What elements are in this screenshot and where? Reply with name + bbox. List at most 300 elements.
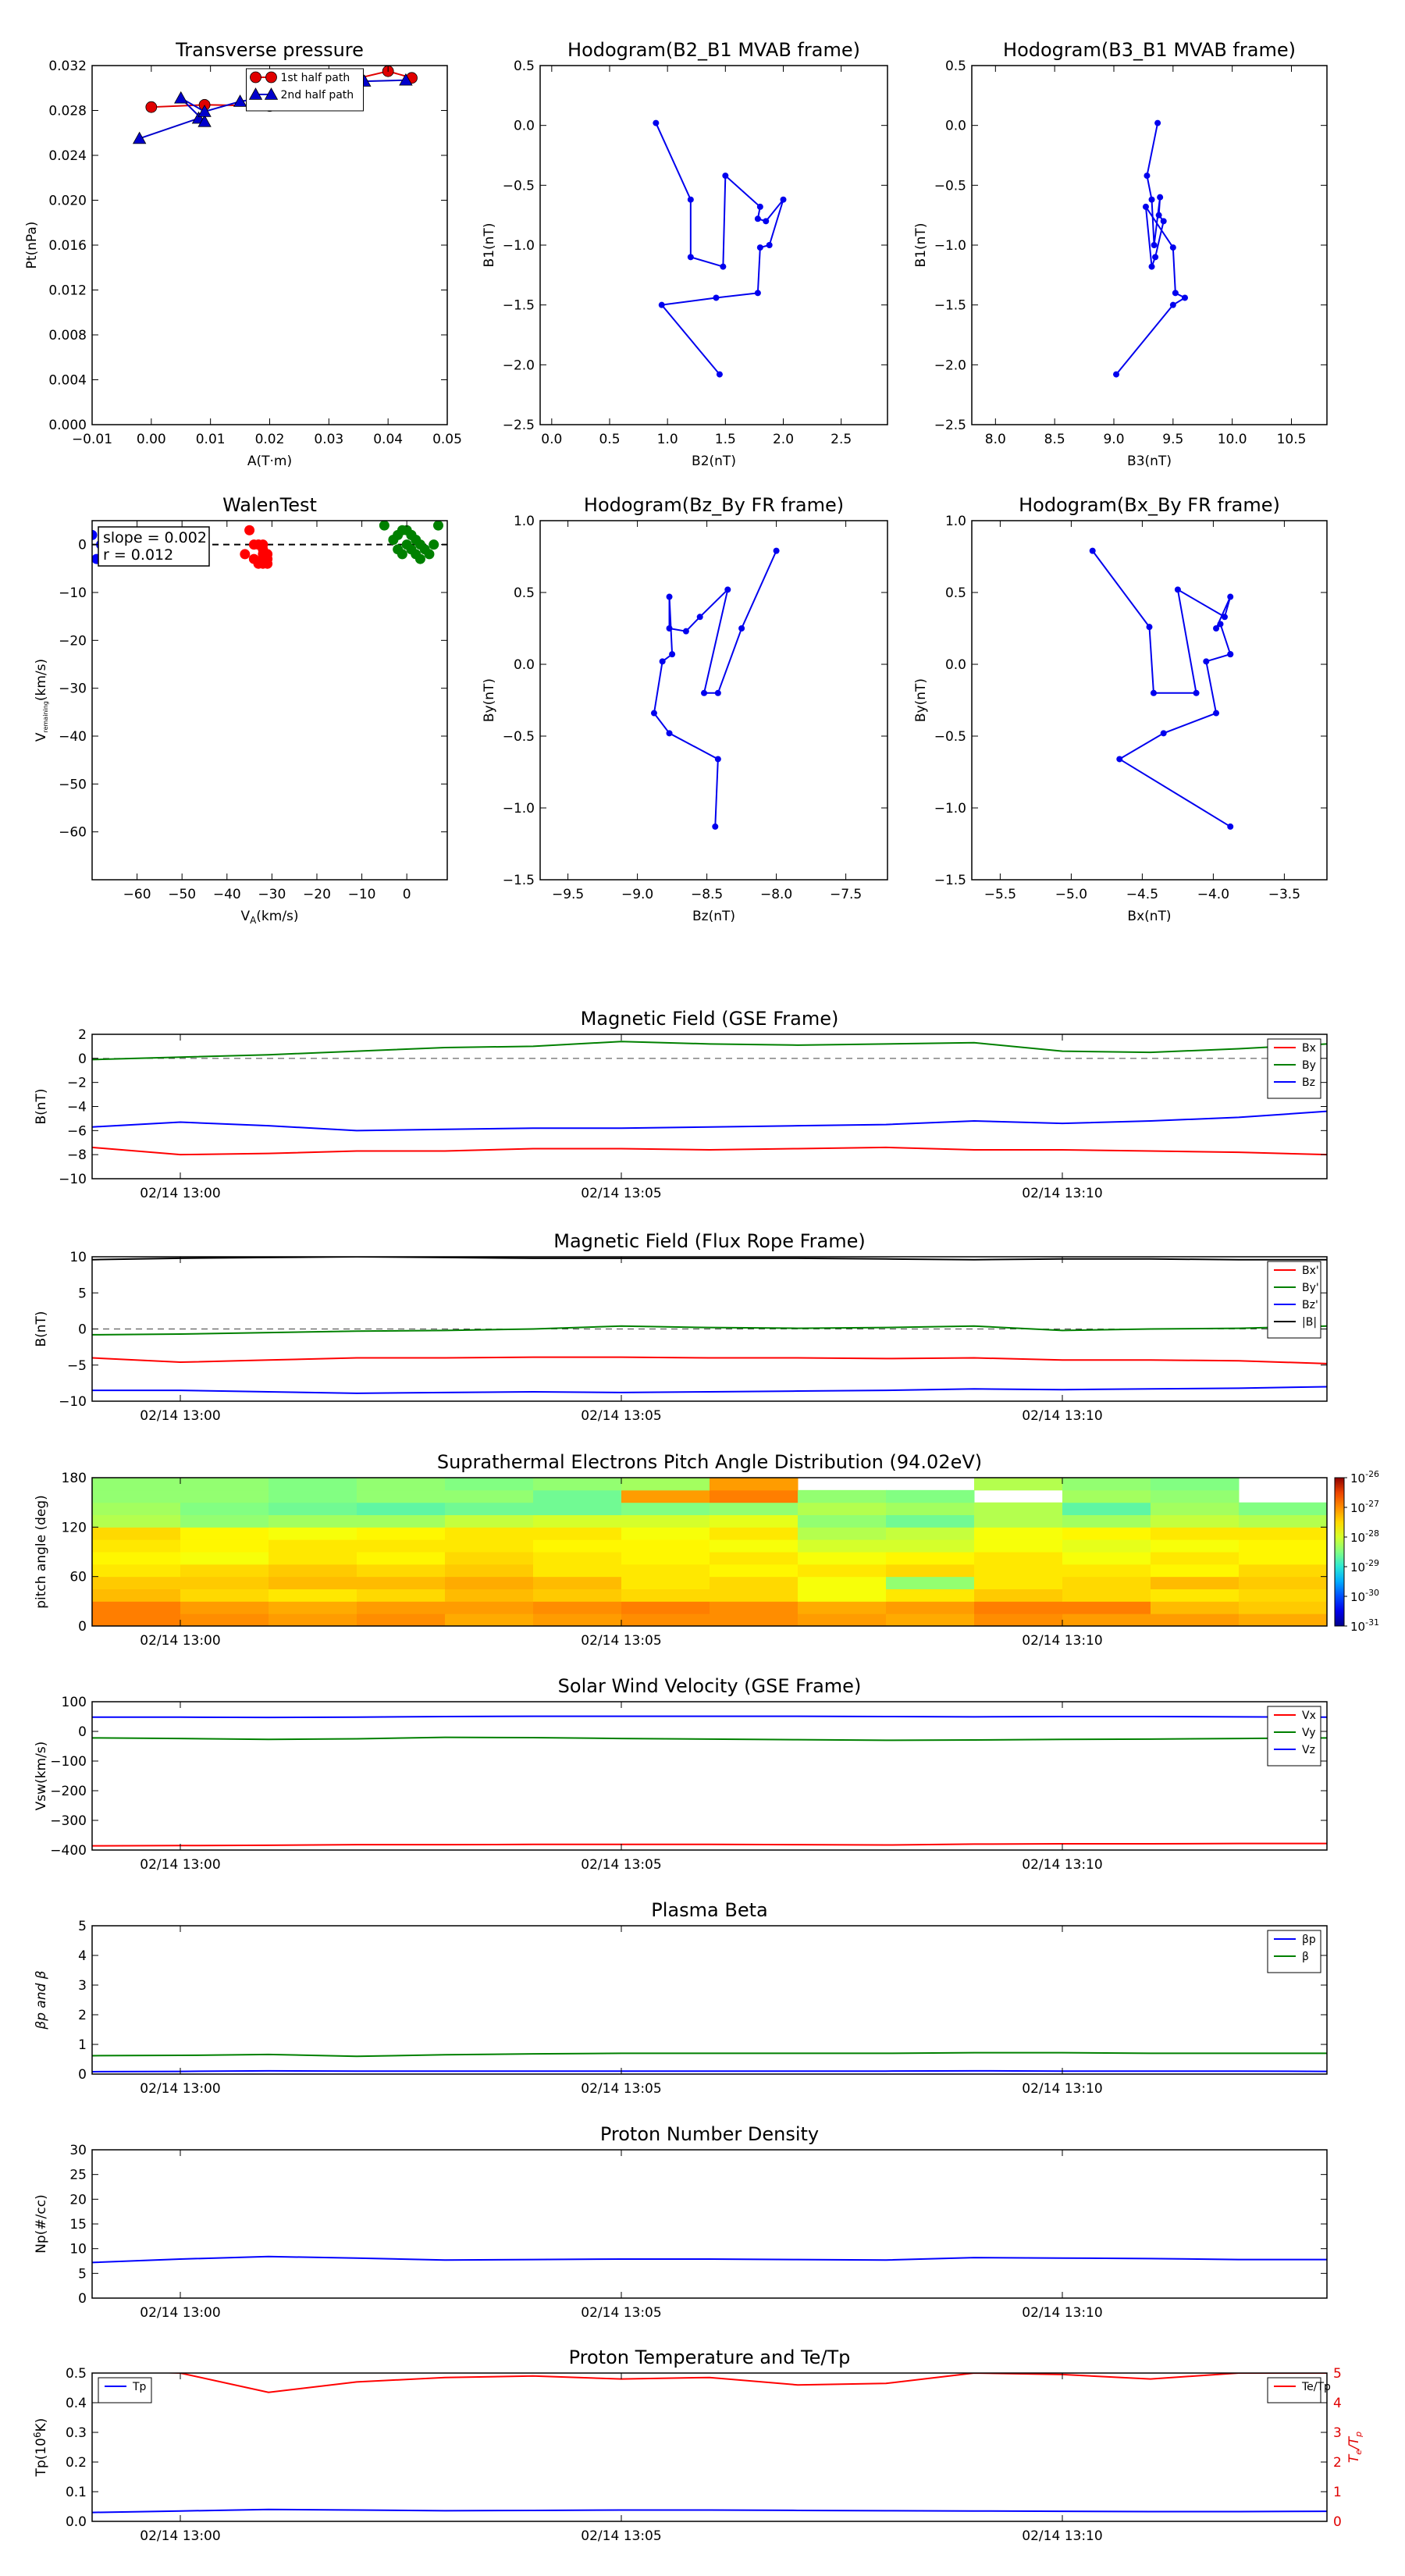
heatmap-cell bbox=[92, 1478, 181, 1490]
y-tick-label: −2 bbox=[66, 1075, 87, 1091]
heatmap-cell bbox=[92, 1601, 181, 1614]
data-point bbox=[1175, 586, 1181, 592]
y-tick-label: 0.4 bbox=[65, 2396, 87, 2411]
data-point bbox=[258, 544, 268, 554]
series-line-Bz bbox=[92, 1112, 1327, 1131]
x-tick-label: 02/14 13:05 bbox=[581, 1408, 662, 1424]
data-point bbox=[244, 525, 254, 535]
heatmap-cell bbox=[1239, 1515, 1328, 1528]
legend-label: |B| bbox=[1302, 1316, 1318, 1329]
x-tick-label: −30 bbox=[258, 887, 286, 902]
x-tick-label: −60 bbox=[123, 887, 151, 902]
y-tick-label: −5 bbox=[66, 1357, 87, 1374]
heatmap-cell bbox=[1239, 1589, 1328, 1602]
x-tick-label: −4.5 bbox=[1126, 887, 1159, 902]
chart-title: Solar Wind Velocity (GSE Frame) bbox=[557, 1675, 862, 1697]
y-tick-label: 15 bbox=[69, 2217, 87, 2233]
legend-label: β bbox=[1302, 1951, 1309, 1963]
heatmap-cell bbox=[621, 1527, 710, 1539]
y-tick-label: 0 bbox=[78, 1051, 87, 1067]
data-point bbox=[397, 549, 407, 559]
y-tick-label: −0.5 bbox=[934, 178, 966, 194]
heatmap-cell bbox=[357, 1490, 446, 1503]
heatmap-cell bbox=[710, 1515, 799, 1528]
heatmap-cell bbox=[180, 1515, 269, 1528]
data-point bbox=[683, 628, 689, 635]
x-tick-label: 2.5 bbox=[831, 432, 852, 447]
data-point bbox=[146, 101, 157, 112]
x-tick-label: 02/14 13:00 bbox=[140, 2528, 221, 2544]
legend-label: Te/Tp bbox=[1302, 2381, 1331, 2393]
x-axis-label: $V_A(km/s)$ bbox=[240, 909, 299, 926]
heatmap-cell bbox=[886, 1527, 975, 1539]
x-tick-label: −10 bbox=[347, 887, 376, 902]
heatmap-cell bbox=[1062, 1478, 1151, 1490]
y-tick-label: 2 bbox=[78, 2008, 87, 2023]
y-tick-label: 0.004 bbox=[48, 372, 87, 389]
y-tick-label: −6 bbox=[66, 1123, 87, 1140]
x-tick-label: −0.01 bbox=[71, 432, 113, 447]
annotation-text: r = 0.012 bbox=[103, 546, 174, 564]
y-axis-label: pitch angle (deg) bbox=[34, 1495, 49, 1609]
heatmap-cell bbox=[1062, 1490, 1151, 1503]
data-point bbox=[724, 586, 731, 592]
y-axis-label: Pt(nPa) bbox=[24, 221, 40, 269]
data-point bbox=[1170, 302, 1176, 308]
series-line-βp bbox=[92, 2071, 1327, 2072]
heatmap-cell bbox=[269, 1527, 357, 1539]
data-point bbox=[1113, 372, 1119, 378]
x-tick-label: 02/14 13:10 bbox=[1022, 2305, 1103, 2321]
heatmap-cell bbox=[621, 1589, 710, 1602]
y-tick-label: −0.5 bbox=[502, 729, 535, 745]
heatmap-cell bbox=[798, 1564, 887, 1577]
y-tick-label: 2 bbox=[78, 1027, 87, 1043]
x-tick-label: −9.0 bbox=[621, 887, 654, 902]
heatmap-cell bbox=[1151, 1601, 1240, 1614]
series-line-By bbox=[92, 1041, 1327, 1059]
data-point bbox=[653, 120, 659, 126]
heatmap-cell bbox=[621, 1614, 710, 1626]
legend-label: 2nd half path bbox=[280, 89, 354, 101]
heatmap-cell bbox=[798, 1490, 887, 1503]
y-tick-label: 30 bbox=[69, 2143, 87, 2158]
heatmap-cell bbox=[533, 1490, 622, 1503]
heatmap-cell bbox=[710, 1539, 799, 1552]
y-tick-label: 0.5 bbox=[944, 59, 966, 74]
y-tick-label: −1.5 bbox=[502, 873, 535, 888]
heatmap-cell bbox=[445, 1601, 534, 1614]
y-tick-label: 0 bbox=[78, 537, 87, 553]
y-tick-label: 0.3 bbox=[65, 2425, 87, 2441]
heatmap-cell bbox=[798, 1601, 887, 1614]
heatmap-cell bbox=[621, 1490, 710, 1503]
y-tick-label: 0.020 bbox=[48, 193, 87, 209]
y-axis-label: B(nT) bbox=[34, 1311, 49, 1347]
y-tick-label: −1.0 bbox=[502, 801, 535, 817]
data-point bbox=[1222, 614, 1228, 620]
heatmap-cell bbox=[180, 1490, 269, 1503]
heatmap-cell bbox=[1062, 1503, 1151, 1515]
x-tick-label: 1.5 bbox=[714, 432, 736, 447]
x-axis-label: Bx(nT) bbox=[1127, 909, 1172, 924]
heatmap-cell bbox=[357, 1478, 446, 1490]
x-tick-label: 2.0 bbox=[772, 432, 795, 447]
data-point bbox=[424, 549, 434, 559]
chart-title: Plasma Beta bbox=[651, 1899, 768, 1921]
y-right-axis-label: $T_e/T_p$ bbox=[1346, 2431, 1364, 2464]
y-tick-label: 0 bbox=[78, 2291, 87, 2307]
heatmap-cell bbox=[533, 1515, 622, 1528]
heatmap-cell bbox=[357, 1589, 446, 1602]
series-line-Vx bbox=[92, 1844, 1327, 1846]
heatmap-cell bbox=[1062, 1552, 1151, 1564]
heatmap-cell bbox=[180, 1503, 269, 1515]
heatmap-cell bbox=[445, 1589, 534, 1602]
y-tick-label: 0.024 bbox=[48, 148, 87, 164]
series-line-Bz' bbox=[92, 1387, 1327, 1393]
y-tick-label: 0 bbox=[78, 1724, 87, 1740]
data-point bbox=[1172, 290, 1179, 296]
heatmap-cell bbox=[445, 1503, 534, 1515]
y-tick-label: −50 bbox=[59, 777, 87, 793]
data-point bbox=[1193, 690, 1200, 696]
data-point bbox=[1144, 173, 1150, 179]
x-tick-label: 02/14 13:05 bbox=[581, 1186, 662, 1201]
x-tick-label: 02/14 13:10 bbox=[1022, 1186, 1103, 1201]
y-tick-label: −1.5 bbox=[934, 297, 966, 314]
heatmap-cell bbox=[1239, 1539, 1328, 1552]
x-tick-label: −8.5 bbox=[690, 887, 724, 902]
x-tick-label: −3.5 bbox=[1268, 887, 1301, 902]
annotation-text: slope = 0.002 bbox=[103, 529, 207, 546]
heatmap-cell bbox=[1062, 1589, 1151, 1602]
heatmap-cell bbox=[974, 1564, 1063, 1577]
y-tick-label: 0 bbox=[78, 1619, 87, 1635]
plot-frame bbox=[972, 521, 1327, 880]
data-point bbox=[1143, 204, 1149, 210]
heatmap-cell bbox=[710, 1589, 799, 1602]
legend-marker bbox=[251, 72, 261, 83]
data-point bbox=[1151, 242, 1158, 248]
heatmap-cell bbox=[445, 1527, 534, 1539]
data-point bbox=[722, 173, 728, 179]
heatmap-cell bbox=[180, 1614, 269, 1626]
data-point bbox=[757, 244, 763, 251]
data-point bbox=[415, 554, 425, 564]
y-tick-label: −2.5 bbox=[502, 418, 535, 433]
y-tick-label: 5 bbox=[78, 1286, 87, 1302]
heatmap-cell bbox=[621, 1552, 710, 1564]
heatmap-cell bbox=[269, 1577, 357, 1589]
x-tick-label: −20 bbox=[303, 887, 331, 902]
heatmap-cell bbox=[92, 1527, 181, 1539]
heatmap-cell bbox=[886, 1539, 975, 1552]
data-point bbox=[667, 625, 673, 632]
data-point bbox=[1227, 824, 1233, 830]
data-point bbox=[701, 690, 707, 696]
x-tick-label: −9.5 bbox=[551, 887, 585, 902]
x-tick-label: 02/14 13:00 bbox=[140, 1857, 221, 1873]
data-point bbox=[262, 554, 272, 564]
heatmap-cell bbox=[1062, 1564, 1151, 1577]
heatmap-cell bbox=[533, 1614, 622, 1626]
heatmap-cell bbox=[180, 1527, 269, 1539]
heatmap-cell bbox=[269, 1515, 357, 1528]
y-tick-label: −10 bbox=[59, 1394, 87, 1410]
heatmap-cell bbox=[886, 1552, 975, 1564]
heatmap-cell bbox=[798, 1589, 887, 1602]
heatmap-cell bbox=[974, 1503, 1063, 1515]
heatmap-cell bbox=[357, 1577, 446, 1589]
x-tick-label: 8.0 bbox=[984, 432, 1006, 447]
x-tick-label: 02/14 13:00 bbox=[140, 1408, 221, 1424]
data-point bbox=[715, 690, 721, 696]
plot-frame bbox=[92, 1702, 1327, 1850]
data-point bbox=[667, 730, 673, 736]
x-tick-label: −4.0 bbox=[1197, 887, 1230, 902]
data-point bbox=[774, 548, 780, 554]
heatmap-cell bbox=[1239, 1564, 1328, 1577]
colorbar-tick-label: $10^{-31}$ bbox=[1350, 1617, 1380, 1634]
x-tick-label: 02/14 13:10 bbox=[1022, 2081, 1103, 2097]
heatmap-cell bbox=[1062, 1539, 1151, 1552]
y-tick-label: 0.0 bbox=[513, 118, 535, 134]
heatmap-cell bbox=[269, 1601, 357, 1614]
x-tick-label: 02/14 13:10 bbox=[1022, 1408, 1103, 1424]
heatmap-cell bbox=[180, 1577, 269, 1589]
heatmap-cell bbox=[269, 1614, 357, 1626]
y-axis-label: $Tp(10^6K)$ bbox=[32, 2418, 49, 2477]
x-tick-label: 9.5 bbox=[1162, 432, 1184, 447]
y-axis-label: By(nT) bbox=[482, 678, 497, 723]
y-tick-label: −0.5 bbox=[502, 178, 535, 194]
heatmap-cell bbox=[533, 1552, 622, 1564]
y-tick-label: 0.0 bbox=[65, 2514, 87, 2530]
y-tick-label: 100 bbox=[61, 1695, 87, 1710]
chart-title: Hodogram(Bx_By FR frame) bbox=[1019, 494, 1280, 516]
heatmap-cell bbox=[180, 1589, 269, 1602]
data-point bbox=[133, 132, 146, 143]
legend-label: Bz bbox=[1302, 1076, 1315, 1089]
heatmap-cell bbox=[180, 1552, 269, 1564]
data-point bbox=[660, 658, 666, 664]
heatmap-cell bbox=[180, 1601, 269, 1614]
heatmap-cell bbox=[621, 1515, 710, 1528]
heatmap-cell bbox=[1239, 1614, 1328, 1626]
heatmap-cell bbox=[357, 1503, 446, 1515]
data-point bbox=[669, 651, 675, 657]
plot-frame bbox=[92, 66, 447, 425]
series-line-0 bbox=[1093, 551, 1231, 827]
y-tick-label: 0 bbox=[78, 1322, 87, 1338]
y-tick-label: 0.016 bbox=[48, 238, 87, 254]
y-tick-label: 0.008 bbox=[48, 328, 87, 343]
data-point bbox=[1152, 254, 1158, 260]
data-point bbox=[717, 372, 723, 378]
chart-title: Hodogram(B2_B1 MVAB frame) bbox=[567, 39, 860, 61]
data-point bbox=[429, 539, 439, 550]
y-tick-label: −200 bbox=[50, 1784, 87, 1799]
data-point bbox=[249, 554, 259, 564]
series-line-Tp bbox=[92, 2510, 1327, 2513]
data-point bbox=[659, 302, 665, 308]
y-axis-label: Vremaining(km/s) bbox=[34, 658, 49, 742]
y-tick-label: −10 bbox=[59, 1172, 87, 1187]
heatmap-cell bbox=[269, 1539, 357, 1552]
data-point bbox=[1116, 756, 1122, 762]
y-axis-label: B1(nT) bbox=[482, 222, 497, 268]
y-tick-label: 10 bbox=[69, 1250, 87, 1265]
colorbar-tick-label: $10^{-26}$ bbox=[1350, 1469, 1380, 1485]
data-point bbox=[379, 521, 389, 531]
heatmap-cell bbox=[269, 1589, 357, 1602]
heatmap-cell bbox=[180, 1539, 269, 1552]
heatmap-cell bbox=[710, 1552, 799, 1564]
heatmap-cell bbox=[445, 1490, 534, 1503]
y-tick-label: 0.0 bbox=[944, 657, 966, 673]
y-tick-label: −1.5 bbox=[934, 873, 966, 888]
data-point bbox=[697, 614, 703, 620]
heatmap-cell bbox=[621, 1478, 710, 1490]
heatmap-cell bbox=[1151, 1614, 1240, 1626]
heatmap-cell bbox=[269, 1478, 357, 1490]
heatmap-cell bbox=[357, 1527, 446, 1539]
data-point bbox=[1149, 264, 1155, 270]
heatmap-cell bbox=[1239, 1527, 1328, 1539]
x-tick-label: 02/14 13:00 bbox=[140, 1186, 221, 1201]
series-line-0 bbox=[654, 551, 777, 827]
y-tick-label: 1.0 bbox=[513, 514, 535, 529]
heatmap-cell bbox=[974, 1539, 1063, 1552]
heatmap-cell bbox=[798, 1577, 887, 1589]
y-tick-label: 25 bbox=[69, 2167, 87, 2183]
data-point bbox=[757, 204, 763, 210]
heatmap-cell bbox=[710, 1614, 799, 1626]
data-point bbox=[1227, 594, 1233, 600]
heatmap-cell bbox=[533, 1539, 622, 1552]
data-point bbox=[688, 254, 694, 260]
series-line-Vy bbox=[92, 1738, 1327, 1741]
x-tick-label: 8.5 bbox=[1044, 432, 1065, 447]
heatmap-cell bbox=[533, 1527, 622, 1539]
y-tick-label: 0.5 bbox=[513, 585, 535, 601]
heatmap-cell bbox=[974, 1515, 1063, 1528]
data-point bbox=[715, 756, 721, 762]
heatmap-cell bbox=[1151, 1539, 1240, 1552]
x-tick-label: −7.5 bbox=[829, 887, 863, 902]
heatmap-cell bbox=[357, 1515, 446, 1528]
y-tick-label: −0.5 bbox=[934, 729, 966, 745]
heatmap-cell bbox=[533, 1589, 622, 1602]
y-tick-label: −40 bbox=[59, 729, 87, 745]
data-point bbox=[713, 294, 719, 301]
heatmap-cell bbox=[1151, 1577, 1240, 1589]
legend-label: Vy bbox=[1302, 1727, 1316, 1739]
x-tick-label: −8.0 bbox=[759, 887, 793, 902]
heatmap-cell bbox=[1151, 1515, 1240, 1528]
colorbar-tick-label: $10^{-30}$ bbox=[1350, 1588, 1380, 1604]
heatmap-cell bbox=[269, 1503, 357, 1515]
y-tick-label: 0 bbox=[78, 2067, 87, 2083]
x-tick-label: 9.0 bbox=[1103, 432, 1125, 447]
heatmap-cell bbox=[710, 1577, 799, 1589]
heatmap-cell bbox=[974, 1589, 1063, 1602]
colorbar-tick-label: $10^{-29}$ bbox=[1350, 1558, 1380, 1574]
chart-title: Proton Temperature and Te/Tp bbox=[568, 2347, 851, 2368]
colorbar bbox=[1335, 1478, 1344, 1626]
y-tick-label: −1.0 bbox=[934, 238, 966, 254]
y-tick-label: 180 bbox=[61, 1471, 87, 1486]
data-point bbox=[738, 625, 745, 632]
heatmap-cell bbox=[92, 1539, 181, 1552]
y-tick-label: −400 bbox=[50, 1843, 87, 1859]
heatmap-cell bbox=[621, 1577, 710, 1589]
data-point bbox=[755, 290, 761, 296]
x-tick-label: 02/14 13:10 bbox=[1022, 1633, 1103, 1649]
chart-title: Proton Number Density bbox=[599, 2123, 820, 2145]
heatmap-cell bbox=[974, 1614, 1063, 1626]
x-axis-label: B3(nT) bbox=[1127, 454, 1172, 469]
heatmap-cell bbox=[886, 1515, 975, 1528]
chart-title: Hodogram(Bz_By FR frame) bbox=[583, 494, 845, 516]
x-tick-label: 02/14 13:05 bbox=[581, 2528, 662, 2544]
heatmap-cell bbox=[974, 1527, 1063, 1539]
y-right-tick-label: 3 bbox=[1333, 2425, 1342, 2441]
heatmap-cell bbox=[621, 1601, 710, 1614]
data-point bbox=[1156, 212, 1162, 219]
heatmap-cell bbox=[974, 1478, 1063, 1490]
data-point bbox=[1182, 294, 1188, 301]
x-tick-label: 02/14 13:10 bbox=[1022, 2528, 1103, 2544]
x-tick-label: −40 bbox=[212, 887, 241, 902]
heatmap-cell bbox=[710, 1490, 799, 1503]
y-tick-label: 4 bbox=[78, 1948, 87, 1964]
y-tick-label: 0.028 bbox=[48, 103, 87, 119]
y-right-tick-label: 0 bbox=[1333, 2514, 1342, 2530]
y-tick-label: −2.0 bbox=[502, 358, 535, 374]
heatmap-cell bbox=[886, 1589, 975, 1602]
y-tick-label: −1.0 bbox=[502, 238, 535, 254]
heatmap-cell bbox=[357, 1552, 446, 1564]
heatmap-cell bbox=[445, 1564, 534, 1577]
heatmap-cell bbox=[621, 1564, 710, 1577]
series-line-By' bbox=[92, 1326, 1327, 1335]
data-point bbox=[688, 197, 694, 203]
heatmap-cell bbox=[1239, 1577, 1328, 1589]
x-tick-label: −5.5 bbox=[984, 887, 1017, 902]
heatmap-cell bbox=[1062, 1601, 1151, 1614]
heatmap-cell bbox=[1151, 1552, 1240, 1564]
x-tick-label: 0.01 bbox=[195, 432, 226, 447]
y-tick-label: 0.032 bbox=[48, 59, 87, 74]
x-tick-label: 02/14 13:05 bbox=[581, 2081, 662, 2097]
plot-frame bbox=[92, 521, 447, 880]
heatmap-cell bbox=[710, 1527, 799, 1539]
heatmap-cell bbox=[357, 1601, 446, 1614]
y-tick-label: −60 bbox=[59, 824, 87, 841]
legend-marker bbox=[266, 72, 277, 83]
heatmap-cell bbox=[445, 1478, 534, 1490]
x-tick-label: 0.03 bbox=[314, 432, 344, 447]
y-tick-label: 120 bbox=[61, 1520, 87, 1536]
heatmap-cell bbox=[798, 1614, 887, 1626]
x-tick-label: 0.0 bbox=[541, 432, 563, 447]
y-tick-label: 0.1 bbox=[65, 2485, 87, 2500]
legend-label: Tp bbox=[133, 2381, 147, 2393]
y-tick-label: −2.0 bbox=[934, 358, 966, 374]
series-line-0 bbox=[656, 123, 783, 375]
